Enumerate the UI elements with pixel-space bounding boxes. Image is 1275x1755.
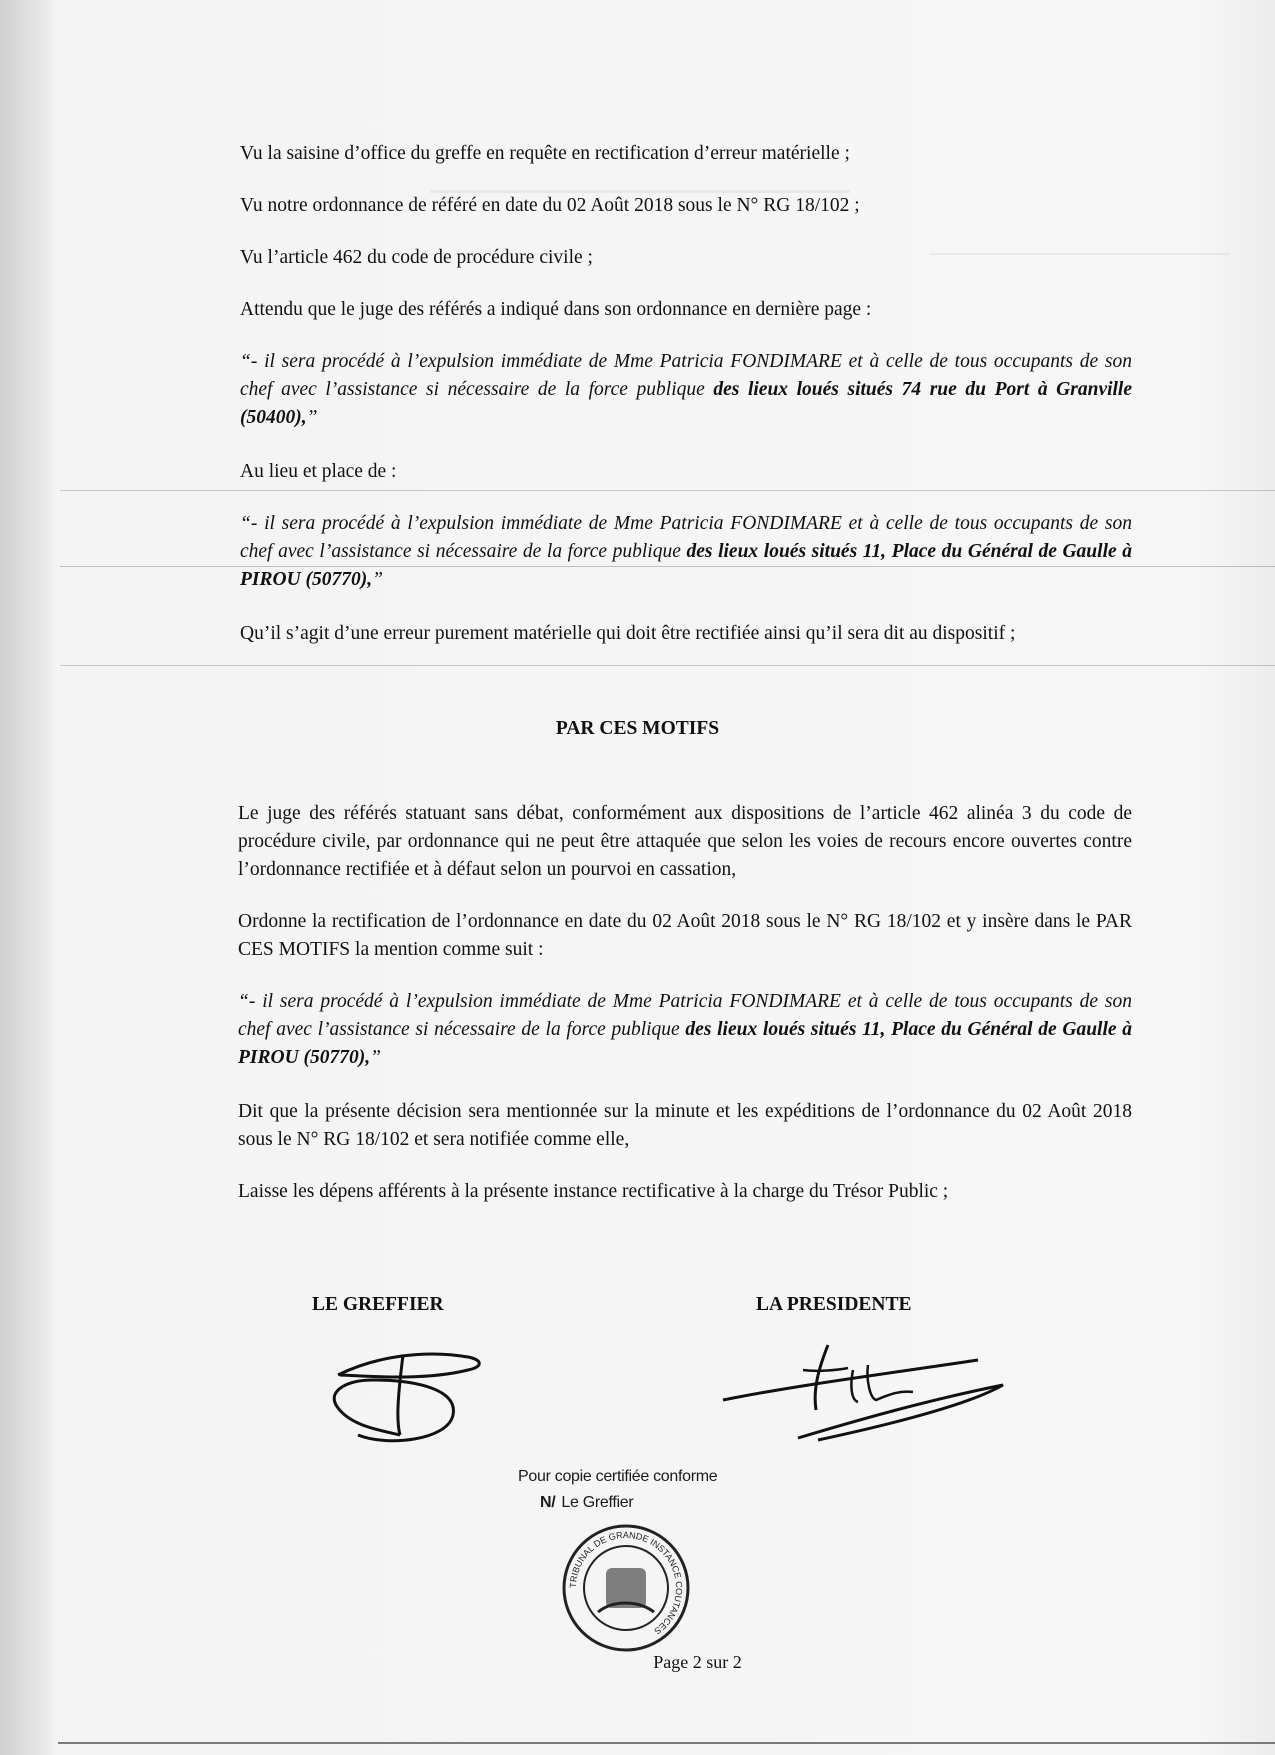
paragraph-erreur-materielle: Qu’il s’agit d’une erreur purement matérielle qui doit être rectifiée ainsi qu’il sera dit au dispositif ; xyxy=(240,623,1016,644)
paragraph-ordonne: Ordonne la rectification de l’ordonnance en date du 02 Août 2018 sous le N° RG 18/102 et y insère dans le PAR CES MOTIFS la mention comme suit : xyxy=(238,911,1132,960)
paragraph-attendu: Attendu que le juge des référés a indiqué dans son ordonnance en dernière page : xyxy=(240,299,872,320)
greffier-signature xyxy=(318,1335,498,1455)
quote-text: “- il sera procédé à l’expulsion immédiate de Mme Patricia FONDIMARE et à celle de tous occupants de son chef avec l’assistance si nécessaire de la force publique xyxy=(238,991,1132,1040)
presidente-title: LA PRESIDENTE xyxy=(756,1294,912,1315)
quote-close: ” xyxy=(372,569,384,590)
quote-close: ” xyxy=(370,1047,382,1068)
page-footer xyxy=(0,1652,1275,1673)
paragraph-saisine: Vu la saisine d’office du greffe en requête en rectification d’erreur matérielle ; xyxy=(240,143,850,164)
quote-address-bold: des lieux loués situés 74 rue du Port à Granville (50400), xyxy=(240,379,1133,428)
dispositif-body xyxy=(238,800,1132,1230)
quote-inserted-mention xyxy=(238,988,1132,1072)
paragraph-article: Vu l’article 462 du code de procédure civile ; xyxy=(240,247,593,268)
paragraph-laisse-depens: Laisse les dépens afférents à la présente instance rectificative à la charge du Trésor Public ; xyxy=(238,1181,949,1202)
quote-text: “- il sera procédé à l’expulsion immédiate de Mme Patricia FONDIMARE et à celle de tous occupants de son chef avec l’assistance si nécessaire de la force publique xyxy=(240,351,1132,400)
paragraph-statuant: Le juge des référés statuant sans débat, conformément aux dispositions de l’article 462 alinéa 3 du code de procédure civile, par ordonnance qui ne peut être attaquée que selon les voies de recours encore ouvertes contre l’ordonnance rectifiée et à défaut selon un pourvoi en cassation, xyxy=(238,803,1132,880)
paragraph-ordonnance: Vu notre ordonnance de référé en date du 02 Août 2018 sous le N° RG 18/102 ; xyxy=(240,195,860,216)
scan-bottom-edge xyxy=(58,1742,1275,1744)
initials-mark: N/ xyxy=(540,1494,556,1511)
certification-line: Pour copie certifiée conforme xyxy=(518,1468,718,1485)
scan-left-edge xyxy=(0,0,56,1755)
quote-original-mention xyxy=(240,348,1132,432)
certification-greffier xyxy=(540,1494,633,1512)
seal-text: TRIBUNAL DE GRANDE INSTANCE COUTANCES xyxy=(567,1529,685,1637)
quote-text: “- il sera procédé à l’expulsion immédiate de Mme Patricia FONDIMARE et à celle de tous occupants de son chef avec l’assistance si nécessaire de la force publique xyxy=(240,513,1132,562)
presidente-signature xyxy=(718,1330,1008,1450)
greffier-title: LE GREFFIER xyxy=(312,1294,444,1315)
page-number: Page 2 sur 2 xyxy=(653,1652,742,1672)
quote-close: ” xyxy=(306,407,318,428)
quote-address-bold: des lieux loués situés 11, Place du Général de Gaulle à PIROU (50770), xyxy=(238,1019,1132,1068)
paragraph-au-lieu: Au lieu et place de : xyxy=(240,461,397,482)
quote-corrected-mention xyxy=(240,510,1132,594)
document-body xyxy=(240,140,1132,672)
section-heading: PAR CES MOTIFS xyxy=(555,718,720,739)
court-seal xyxy=(558,1520,694,1656)
quote-address-bold: des lieux loués situés 11, Place du Général de Gaulle à PIROU (50770), xyxy=(240,541,1133,590)
certification-greffier-label: Le Greffier xyxy=(561,1494,634,1511)
paragraph-dit-que: Dit que la présente décision sera mentionnée sur la minute et les expéditions de l’ordonnance du 02 Août 2018 sous le N° RG 18/102 et sera notifiée comme elle, xyxy=(238,1101,1132,1150)
